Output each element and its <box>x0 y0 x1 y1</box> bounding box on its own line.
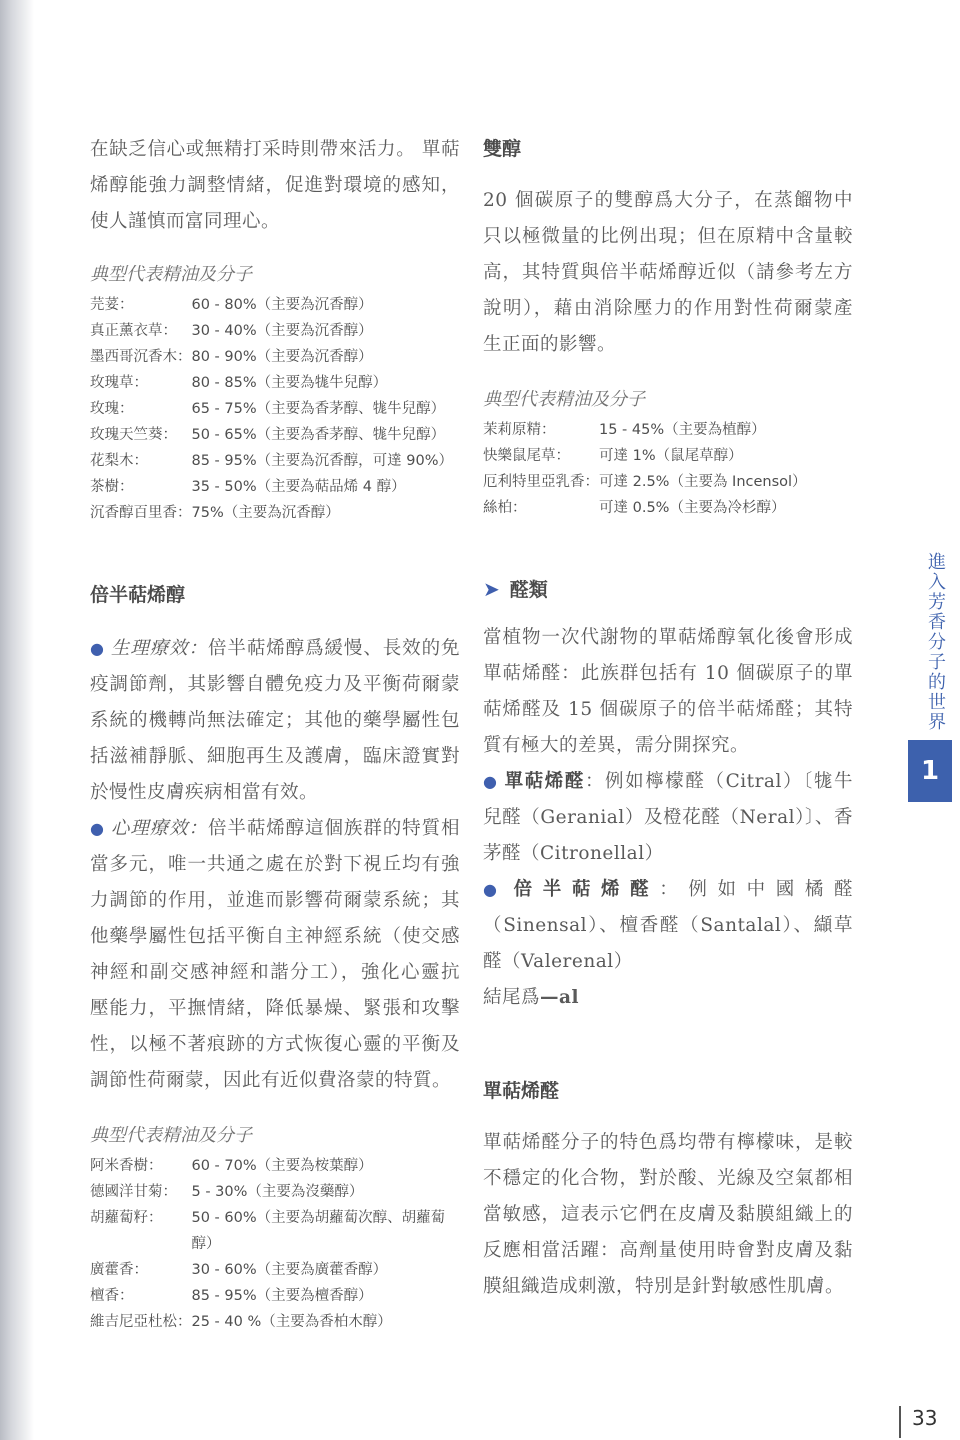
oil-value: 30 - 60%（主要為廣藿香醇） <box>191 1262 388 1278</box>
oil-name: 玫瑰天竺葵： <box>90 427 177 443</box>
oil-row <box>90 448 453 474</box>
section-heading-aldehydes <box>483 575 853 602</box>
chapter-number-tab: 1 <box>908 740 952 802</box>
bullet-monoterpene-aldehydes <box>483 764 853 872</box>
oil-value: 可達 2.5%（主要為 Incensol） <box>599 474 807 490</box>
oil-row <box>90 396 453 422</box>
oil-row <box>90 1257 460 1283</box>
oil-row <box>90 370 453 396</box>
aldehydes-paragraph: 當植物一次代謝物的單萜烯醇氧化後會形成單萜烯醛：此族群包括有 10 個碳原子的單萜烯醛及 15 個碳原子的倍半萜烯醛；其特質有極大的差異，需分開探究。 <box>483 627 853 756</box>
bullet-text: ：例如檸檬醛（Citral）〔牻牛兒醛（Geranial）及橙花醛（Neral）〕、香茅醛（Citronellal） <box>483 771 853 864</box>
oil-name: 墨西哥沉香木： <box>90 349 192 365</box>
oil-row <box>90 422 453 448</box>
oil-value: 5 - 30%（主要為沒藥醇） <box>191 1184 364 1200</box>
oil-name: 絲柏： <box>483 500 527 516</box>
oil-value: 85 - 95%（主要為檀香醇） <box>191 1288 373 1304</box>
oil-row <box>90 1179 460 1205</box>
lead-label: 生理療效： <box>110 638 208 659</box>
oil-value: 50 - 65%（主要為香茅醇、牻牛兒醇） <box>191 427 446 443</box>
oil-row <box>483 469 807 495</box>
diols-paragraph: 20 個碳原子的雙醇爲大分子，在蒸餾物中只以極微量的比例出現；但在原精中含量較高，其特質與倍半萜烯醇近似（請參考左方說明），藉由消除壓力的作用對性荷爾蒙產生正面的影響。 <box>483 190 853 355</box>
oils-table-sesquiterpenols <box>90 1153 460 1335</box>
oil-row <box>90 1153 460 1179</box>
ending-prefix: 結尾爲 <box>483 987 541 1008</box>
paragraph-text: 倍半萜烯醇爲緩慢、長效的免疫調節劑，其影響自體免疫力及平衡荷爾蒙系統的機轉尚無法確定；其他的藥學屬性包括滋補靜脈、細胞再生及護膚，臨床證實對於慢性皮膚疾病相當有效。 <box>90 638 460 803</box>
bullet-sesquiterpene-aldehydes <box>483 872 853 980</box>
oil-name: 玫瑰草： <box>90 375 148 391</box>
oil-value: 25 - 40 %（主要為香柏木醇） <box>191 1314 392 1330</box>
oil-row <box>483 495 807 521</box>
oil-name: 真正薰衣草： <box>90 323 177 339</box>
chapter-title-vertical: 進入芳香分子的世界 <box>925 552 946 732</box>
left-column <box>90 130 460 1335</box>
ending-note <box>483 980 853 1016</box>
physiological-paragraph <box>90 631 460 811</box>
page-number: 33 <box>912 1406 938 1430</box>
oil-value: 85 - 95%（主要為沉香醇，可達 90%） <box>191 453 453 469</box>
oil-value: 可達 1%（鼠尾草醇） <box>599 448 743 464</box>
bullet-dot-icon: ● <box>483 880 508 899</box>
oil-name: 快樂鼠尾草： <box>483 448 570 464</box>
oil-name: 維吉尼亞杜松： <box>90 1314 192 1330</box>
oils-table-monoterpenols <box>90 292 453 526</box>
oil-value: 可達 0.5%（主要為冷杉醇） <box>599 500 786 516</box>
oil-value: 15 - 45%（主要為植醇） <box>599 422 766 438</box>
oil-value: 80 - 90%（主要為沉香醇） <box>191 349 373 365</box>
oil-name: 德國洋甘菊： <box>90 1184 177 1200</box>
heading-text: 醛類 <box>509 579 548 601</box>
bullet-term: 單萜烯醛 <box>504 771 585 792</box>
oil-name: 玫瑰： <box>90 401 134 417</box>
oil-value: 60 - 70%（主要為桉葉醇） <box>191 1158 373 1174</box>
lead-label: 心理療效： <box>110 818 208 839</box>
oil-name: 花梨木： <box>90 453 148 469</box>
arrow-right-icon: ➤ <box>483 577 500 601</box>
oil-value: 75%（主要為沉香醇） <box>191 505 340 521</box>
book-spine-shadow <box>0 0 34 1440</box>
section-heading-sesquiterpenols: 倍半萜烯醇 <box>90 584 186 606</box>
oil-name: 廣藿香： <box>90 1262 148 1278</box>
oil-value: 50 - 60%（主要為胡蘿蔔次醇、胡蘿蔔醇） <box>191 1210 446 1252</box>
page-number-divider <box>899 1406 901 1438</box>
oils-list-title: 典型代表精油及分子 <box>90 1125 252 1146</box>
psychological-paragraph <box>90 811 460 1099</box>
oil-row <box>90 318 453 344</box>
oil-name: 胡蘿蔔籽： <box>90 1210 163 1226</box>
oil-value: 80 - 85%（主要為牻牛兒醇） <box>191 375 388 391</box>
oil-value: 30 - 40%（主要為沉香醇） <box>191 323 373 339</box>
oil-row <box>90 474 453 500</box>
oil-name: 芫荽： <box>90 297 134 313</box>
oil-value: 60 - 80%（主要為沉香醇） <box>191 297 373 313</box>
oil-value: 35 - 50%（主要為萜品烯 4 醇） <box>191 479 406 495</box>
oils-list-title: 典型代表精油及分子 <box>90 264 252 285</box>
oil-name: 厄利特里亞乳香： <box>483 474 599 490</box>
oil-name: 茉莉原精： <box>483 422 556 438</box>
oil-row <box>483 417 807 443</box>
paragraph-text: 倍半萜烯醇這個族群的特質相當多元，唯一共通之處在於對下視丘均有強力調節的作用，並進而影響荷爾蒙系統；其他藥學屬性包括平衡自主神經系統（使交感神經和副交感神經和諧分工），強化心靈抗壓能力，平撫情緒，降低暴燥、緊張和攻擊性，以極不著痕跡的方式恢復心靈的平衡及調節性荷爾蒙，因此有近似費洛蒙的特質。 <box>90 818 460 1091</box>
bullet-text: ：例如中國橘醛（Sinensal）、檀香醛（Santalal）、纈草醛（Valerenal） <box>483 879 853 972</box>
oil-name: 茶樹： <box>90 479 134 495</box>
oil-row <box>90 1309 460 1335</box>
oil-name: 沉香醇百里香： <box>90 505 192 521</box>
oil-row <box>483 443 807 469</box>
monoterpene-aldehydes-paragraph: 單萜烯醛分子的特色爲均帶有檸檬味，是較不穩定的化合物，對於酸、光線及空氣都相當敏感，這表示它們在皮膚及黏膜組織上的反應相當活躍：高劑量使用時會對皮膚及黏膜組織造成刺激，特別是針對敏感性肌膚。 <box>483 1132 853 1297</box>
oil-row <box>90 500 453 526</box>
bullet-dot-icon: ● <box>90 819 105 838</box>
oil-value: 65 - 75%（主要為香茅醇、牻牛兒醇） <box>191 401 446 417</box>
oil-row <box>90 292 453 318</box>
bullet-term: 倍半萜烯醛 <box>513 879 660 900</box>
ending-suffix: —al <box>540 987 580 1008</box>
section-heading-monoterpene-aldehydes: 單萜烯醛 <box>483 1080 560 1102</box>
intro-paragraph: 在缺乏信心或無精打采時則帶來活力。 單萜烯醇能強力調整情緒，促進對環境的感知，使人謹慎而富同理心。 <box>90 139 460 232</box>
oil-row <box>90 344 453 370</box>
oils-table-diols <box>483 417 807 521</box>
bullet-dot-icon: ● <box>483 772 499 791</box>
oil-name: 檀香： <box>90 1288 134 1304</box>
right-column <box>483 130 853 1305</box>
section-heading-diols: 雙醇 <box>483 138 522 160</box>
oil-row <box>90 1205 460 1257</box>
oil-name: 阿米香樹： <box>90 1158 163 1174</box>
oil-row <box>90 1283 460 1309</box>
bullet-dot-icon: ● <box>90 639 105 658</box>
oils-list-title: 典型代表精油及分子 <box>483 389 645 410</box>
